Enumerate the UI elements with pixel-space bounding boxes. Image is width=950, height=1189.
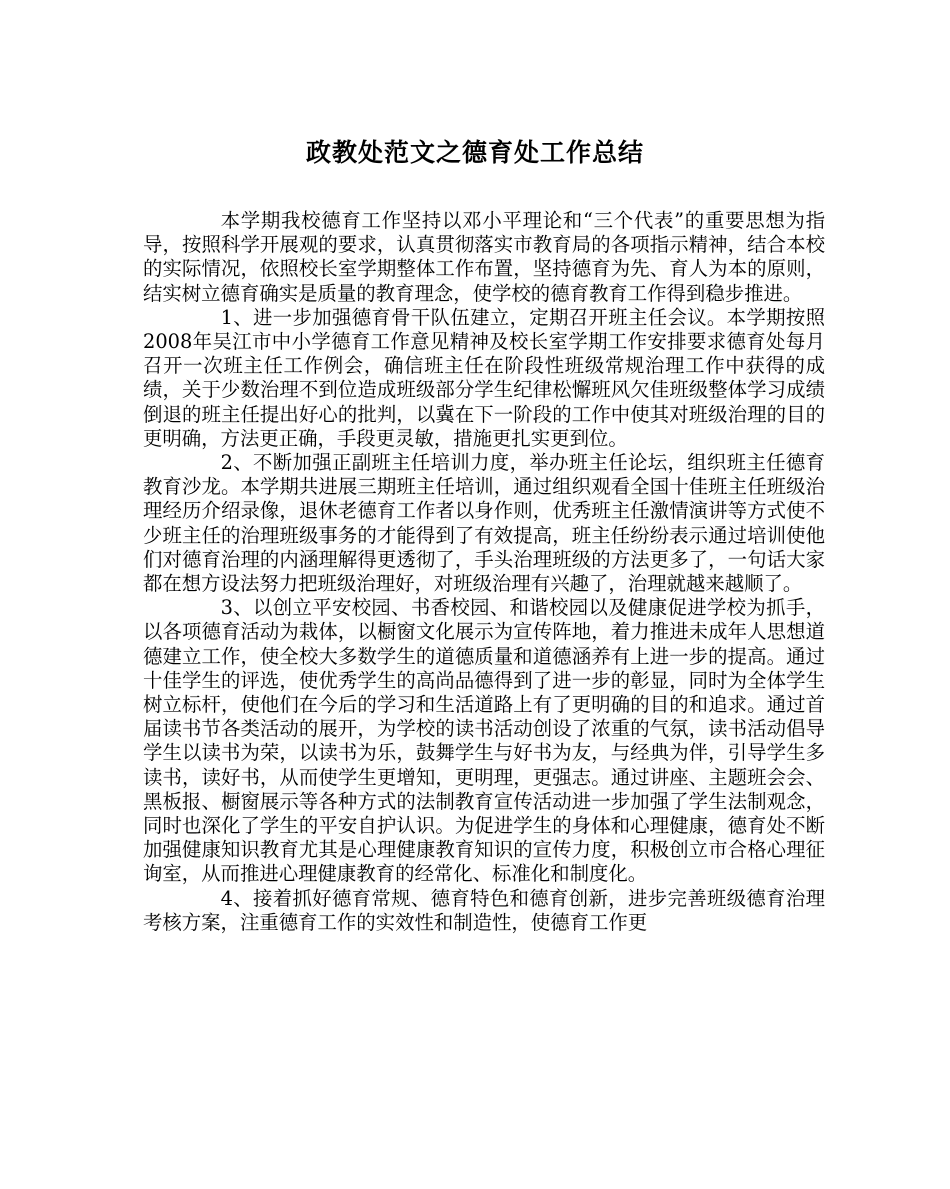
paragraph-item-4: 4、接着抓好德育常规、德育特色和德育创新，进步完善班级德育治理考核方案，注重德育工作的实效性和制造性，使德育工作更 <box>143 886 825 934</box>
paragraph-item-2: 2、不断加强正副班主任培训力度，举办班主任论坛，组织班主任德育教育沙龙。本学期共进展三期班主任培训，通过组织观看全国十佳班主任班级治理经历介绍录像，退休老德育工作者以身作则，优秀班主任激情演讲等方式使不少班主任的治理班级事务的才能得到了有效提高，班主任纷纷表示通过培训使他们对德育治理的内涵理解得更透彻了，手头治理班级的方法更多了，一句话大家都在想方设法努力把班级治理好，对班级治理有兴趣了，治理就越来越顺了。 <box>143 451 825 596</box>
paragraph-intro: 本学期我校德育工作坚持以邓小平理论和“三个代表”的重要思想为指导，按照科学开展观的要求，认真贯彻落实市教育局的各项指示精神，结合本校的实际情况，依照校长室学期整体工作布置，坚持德育为先、育人为本的原则，结实树立德育确实是质量的教育理念，使学校的德育教育工作得到稳步推进。 <box>143 209 825 305</box>
paragraph-item-3: 3、以创立平安校园、书香校园、和谐校园以及健康促进学校为抓手，以各项德育活动为栽体，以橱窗文化展示为宣传阵地，着力推进未成年人思想道德建立工作，使全校大多数学生的道德质量和道德涵养有上进一步的提高。通过十佳学生的评选，使优秀学生的高尚品德得到了进一步的彰显，同时为全体学生树立标杆，使他们在今后的学习和生活道路上有了更明确的目的和追求。通过首届读书节各类活动的展开，为学校的读书活动创设了浓重的气氛，读书活动倡导学生以读书为荣，以读书为乐，鼓舞学生与好书为友，与经典为伴，引导学生多读书，读好书，从而使学生更增知，更明理，更强志。通过讲座、主题班会会、黑板报、橱窗展示等各种方式的法制教育宣传活动进一步加强了学生法制观念，同时也深化了学生的平安自护认识。为促进学生的身体和心理健康，德育处不断加强健康知识教育尤其是心理健康教育知识的宣传力度，积极创立市合格心理征询室，从而推进心理健康教育的经常化、标准化和制度化。 <box>143 596 825 886</box>
page-title: 政教处范文之德育处工作总结 <box>305 138 644 167</box>
paragraph-item-1: 1、进一步加强德育骨干队伍建立，定期召开班主任会议。本学期按照2008年吴江市中小学德育工作意见精神及校长室学期工作安排要求德育处每月召开一次班主任工作例会，确信班主任在阶段性班级常规治理工作中获得的成绩，关于少数治理不到位造成班级部分学生纪律松懈班风欠佳班级整体学习成绩倒退的班主任提出好心的批判，以冀在下一阶段的工作中使其对班级治理的目的更明确，方法更正确，手段更灵敏，措施更扎实更到位。 <box>143 305 825 450</box>
document-body <box>143 209 825 935</box>
